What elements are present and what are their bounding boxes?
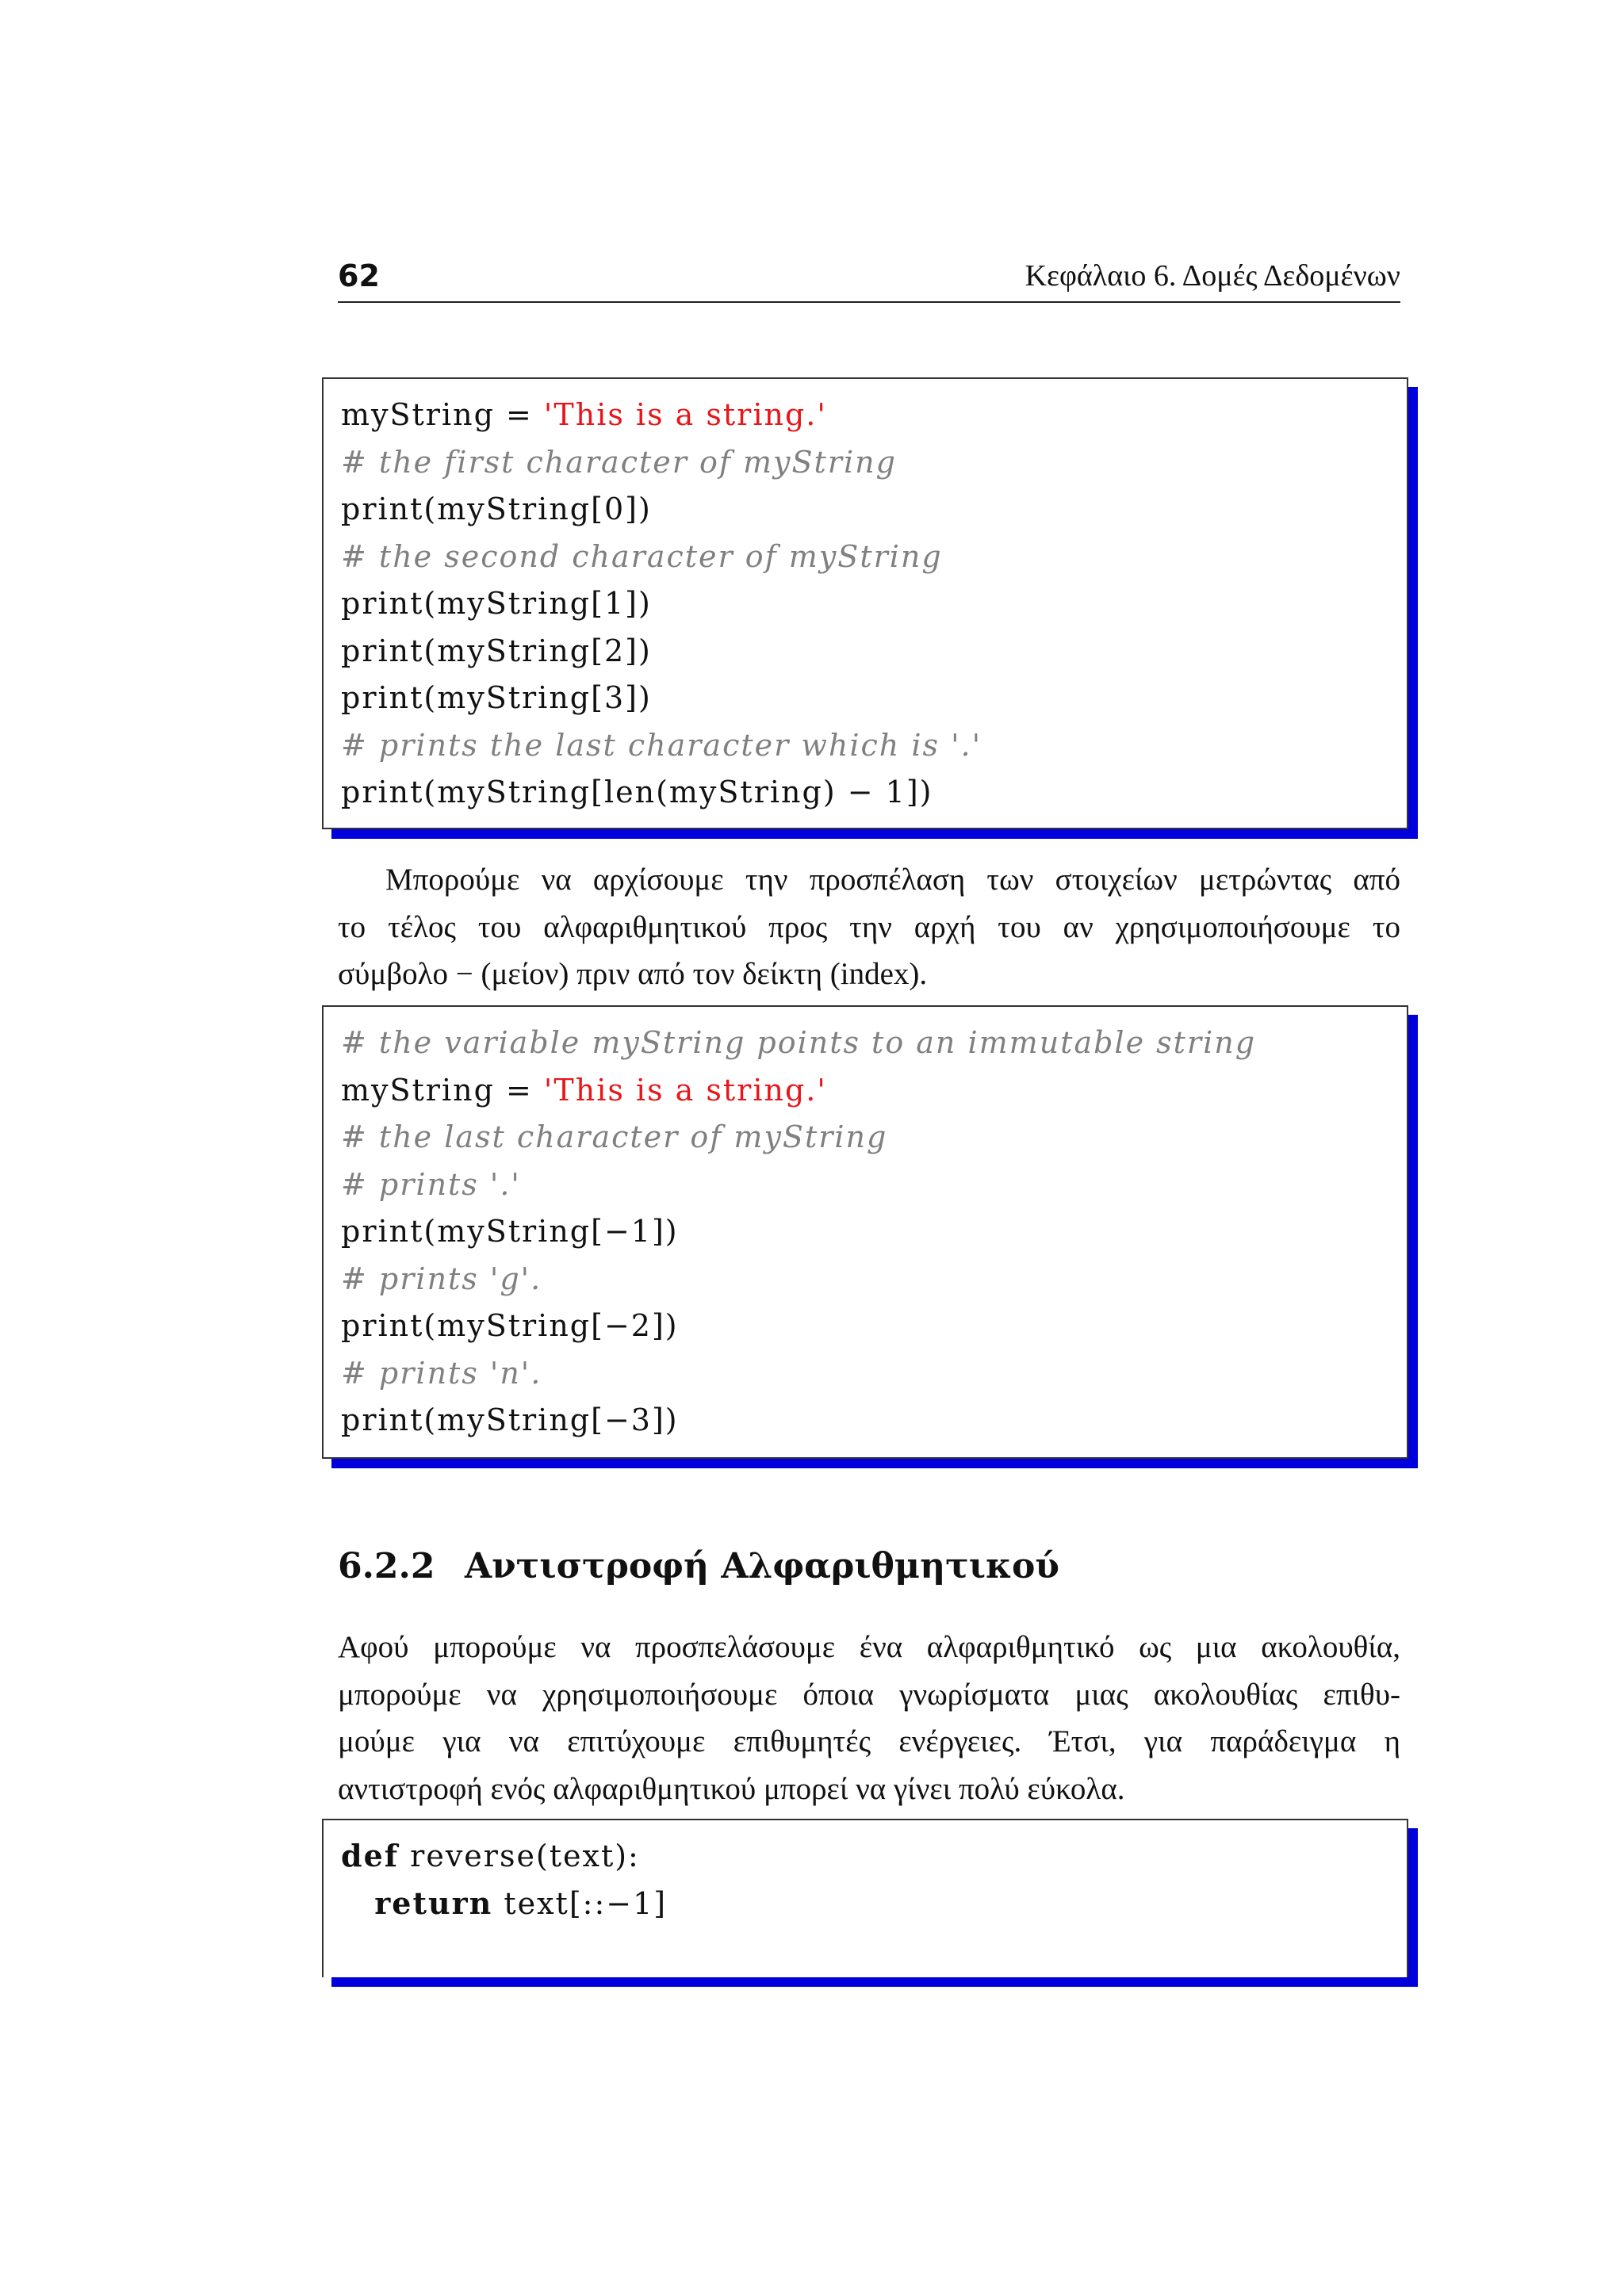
code-line bbox=[341, 1400, 679, 1440]
paragraph-line: σύμβολο − (μείον) πριν από τον δείκτη (index). bbox=[338, 957, 928, 991]
paragraph-line: το τέλος του αλφαριθμητικού προς την αρχή του αν χρησιμοποιήσουμε το bbox=[338, 909, 1400, 944]
code-token: print(myString[len(myString) − 1]) bbox=[341, 775, 933, 809]
paragraph-reverse-string bbox=[338, 1624, 1400, 1812]
code-string-literal: 'This is a string.' bbox=[543, 1072, 827, 1108]
code-token: print(myString[−3]) bbox=[341, 1402, 679, 1437]
paragraph-line: μούμε για να επιτύχουμε επιθυμητές ενέργειες. Έτσι, για παράδειγμα η bbox=[338, 1724, 1400, 1758]
code-listing-string-indexing bbox=[322, 377, 1408, 829]
code-token: myString = bbox=[341, 1072, 544, 1108]
code-token: print(myString[−1]) bbox=[341, 1214, 679, 1249]
code-line bbox=[341, 395, 827, 434]
code-line bbox=[341, 678, 652, 718]
code-line bbox=[341, 1070, 827, 1110]
code-comment-line: # the variable myString points to an immutable string bbox=[341, 1025, 1257, 1060]
code-token: myString = bbox=[341, 397, 544, 432]
code-comment-line: # prints '.' bbox=[341, 1166, 521, 1202]
running-header bbox=[338, 254, 1400, 303]
code-line bbox=[341, 1211, 679, 1251]
section-title: Αντιστροφή Αλφαριθμητικού bbox=[465, 1546, 1059, 1586]
code-token bbox=[341, 1886, 374, 1921]
code-token: print(myString[1]) bbox=[341, 586, 652, 621]
code-token: print(myString[−2]) bbox=[341, 1308, 679, 1343]
paragraph-line: Μπορούμε να αρχίσουμε την προσπέλαση των στοιχείων μετρώντας από bbox=[385, 863, 1400, 897]
code-line bbox=[341, 772, 933, 812]
code-line bbox=[341, 1836, 640, 1876]
code-comment-line: # prints the last character which is '.' bbox=[341, 727, 982, 763]
code-string-literal: 'This is a string.' bbox=[543, 397, 827, 432]
code-token: print(myString[2]) bbox=[341, 633, 652, 668]
code-line bbox=[341, 489, 652, 529]
code-comment-line: # the last character of myString bbox=[341, 1119, 888, 1154]
code-token: print(myString[0]) bbox=[341, 492, 652, 526]
paragraph-line: Αφού μπορούμε να προσπελάσουμε ένα αλφαριθμητικό ως μια ακολουθία, bbox=[338, 1630, 1400, 1664]
code-comment-line: # the second character of myString bbox=[341, 538, 943, 574]
code-listing-negative-indexing bbox=[322, 1005, 1408, 1459]
code-line bbox=[341, 1306, 679, 1345]
section-heading bbox=[338, 1546, 1059, 1586]
code-comment-line: # the first character of myString bbox=[341, 444, 897, 480]
code-keyword: return bbox=[374, 1885, 493, 1921]
code-line bbox=[341, 1884, 667, 1923]
code-line bbox=[341, 584, 652, 623]
code-line bbox=[341, 631, 652, 671]
code-token: text[::−1] bbox=[492, 1885, 668, 1921]
paragraph-negative-index bbox=[338, 856, 1400, 998]
code-keyword: def bbox=[341, 1838, 400, 1873]
code-comment-line: # prints 'g'. bbox=[341, 1261, 542, 1296]
paragraph-line: μπορούμε να χρησιμοποιήσουμε όποια γνωρίσματα μιας ακολουθίας επιθυ- bbox=[338, 1677, 1400, 1712]
code-token: print(myString[3]) bbox=[341, 680, 652, 715]
section-number: 6.2.2 bbox=[338, 1546, 435, 1586]
code-comment-line: # prints 'n'. bbox=[341, 1355, 542, 1391]
page-number: 62 bbox=[338, 258, 380, 293]
code-listing-reverse-function bbox=[322, 1819, 1408, 1977]
paragraph-line: αντιστροφή ενός αλφαριθμητικού μπορεί να γίνει πολύ εύκολα. bbox=[338, 1771, 1125, 1806]
code-token: reverse(text): bbox=[399, 1839, 640, 1873]
chapter-title: Κεφάλαιο 6. Δομές Δεδομένων bbox=[1025, 259, 1400, 293]
